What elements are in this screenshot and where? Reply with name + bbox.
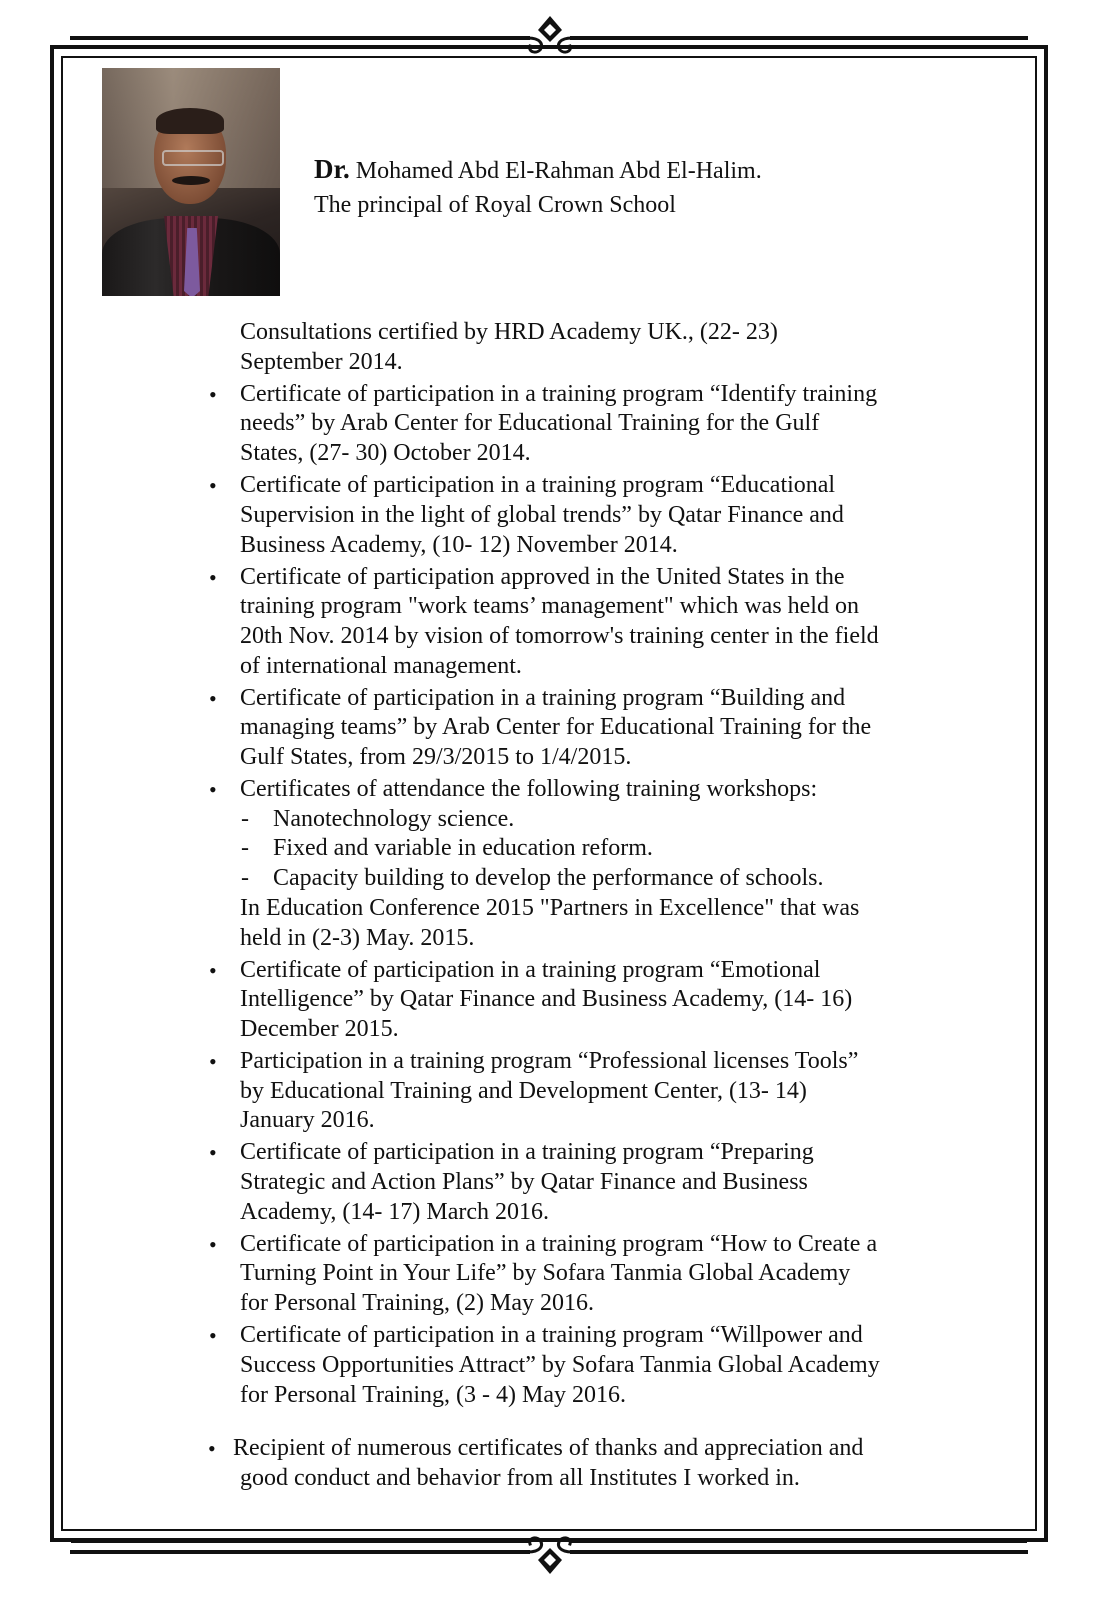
item-line: Supervision in the light of global trends” by Qatar Finance and: [240, 501, 844, 528]
name-prefix: Dr.: [314, 154, 350, 184]
list-item: [240, 471, 960, 560]
item-line: Gulf States, from 29/3/2015 to 1/4/2015.: [240, 744, 632, 771]
item-line: by Educational Training and Development Center, (13- 14): [240, 1077, 807, 1104]
workshops-heading: • Certificates of attendance the following training workshops:: [240, 776, 818, 803]
item-line: Success Opportunities Attract” by Sofara Tanmia Global Academy: [240, 1351, 880, 1378]
list-item: [240, 380, 960, 469]
item-line: Intelligence” by Qatar Finance and Business Academy, (14- 16): [240, 986, 853, 1013]
item-line: needs” by Arab Center for Educational Training for the Gulf: [240, 410, 820, 437]
item-line: 20th Nov. 2014 by vision of tomorrow's training center in the field: [240, 622, 879, 649]
item-line: December 2015.: [240, 1015, 399, 1042]
list-item: [240, 1321, 960, 1410]
workshops-tail: In Education Conference 2015 "Partners in Excellence" that was: [240, 894, 860, 921]
workshop-item: - Fixed and variable in education reform.: [240, 834, 960, 864]
list-item: [240, 1230, 960, 1319]
item-line: • Certificate of participation in a training program “Building and: [240, 684, 846, 711]
item-line: Academy, (14- 17) March 2016.: [240, 1198, 550, 1225]
portrait-photo: [102, 68, 280, 296]
item-line: training program "work teams’ management" which was held on: [240, 593, 859, 620]
certificates-list: [240, 318, 960, 1410]
item-line: managing teams” by Arab Center for Educational Training for the: [240, 714, 872, 741]
list-item-workshops: [240, 775, 960, 953]
item-line: Business Academy, (10- 12) November 2014.: [240, 531, 678, 558]
item-line: • Certificate of participation in a training program “Educational: [240, 472, 836, 499]
item-line: • Certificate of participation in a training program “How to Create a: [240, 1230, 878, 1257]
item-line: for Personal Training, (3 - 4) May 2016.: [240, 1381, 626, 1408]
item-line: for Personal Training, (2) May 2016.: [240, 1290, 594, 1317]
intro-line: September 2014.: [240, 348, 403, 375]
item-line: Strategic and Action Plans” by Qatar Finance and Business: [240, 1169, 808, 1196]
final-line: good conduct and behavior from all Institutes I worked in.: [240, 1464, 800, 1491]
item-line: • Certificate of participation in a training program “Preparing: [240, 1139, 814, 1166]
item-line: Turning Point in Your Life” by Sofara Tanmia Global Academy: [240, 1260, 851, 1287]
item-line: • Certificate of participation in a training program “Willpower and: [240, 1322, 863, 1349]
item-line: • Certificate of participation in a training program “Emotional: [240, 956, 821, 983]
list-item: [240, 1047, 960, 1136]
workshop-item: - Capacity building to develop the performance of schools.: [240, 864, 960, 894]
final-line: • Recipient of numerous certificates of thanks and appreciation and: [233, 1435, 864, 1461]
item-line: • Participation in a training program “Professional licenses Tools”: [240, 1047, 859, 1074]
intro-line: Consultations certified by HRD Academy UK., (22- 23): [240, 319, 778, 345]
final-statement: [233, 1434, 953, 1493]
list-item: [240, 684, 960, 773]
item-line: • Certificate of participation in a training program “Identify training: [240, 380, 878, 407]
workshop-item: - Nanotechnology science.: [240, 805, 960, 835]
person-title: The principal of Royal Crown School: [314, 192, 676, 218]
list-item: [240, 563, 960, 682]
item-line: • Certificate of participation approved in the United States in the: [240, 563, 845, 590]
list-item: [240, 956, 960, 1045]
list-item: [240, 1138, 960, 1227]
item-line: of international management.: [240, 652, 522, 679]
item-line: States, (27- 30) October 2014.: [240, 440, 531, 467]
workshops-tail: held in (2-3) May. 2015.: [240, 924, 475, 951]
person-name: [314, 154, 762, 185]
item-line: January 2016.: [240, 1107, 375, 1134]
name-text: Mohamed Abd El-Rahman Abd El-Halim.: [349, 158, 762, 184]
